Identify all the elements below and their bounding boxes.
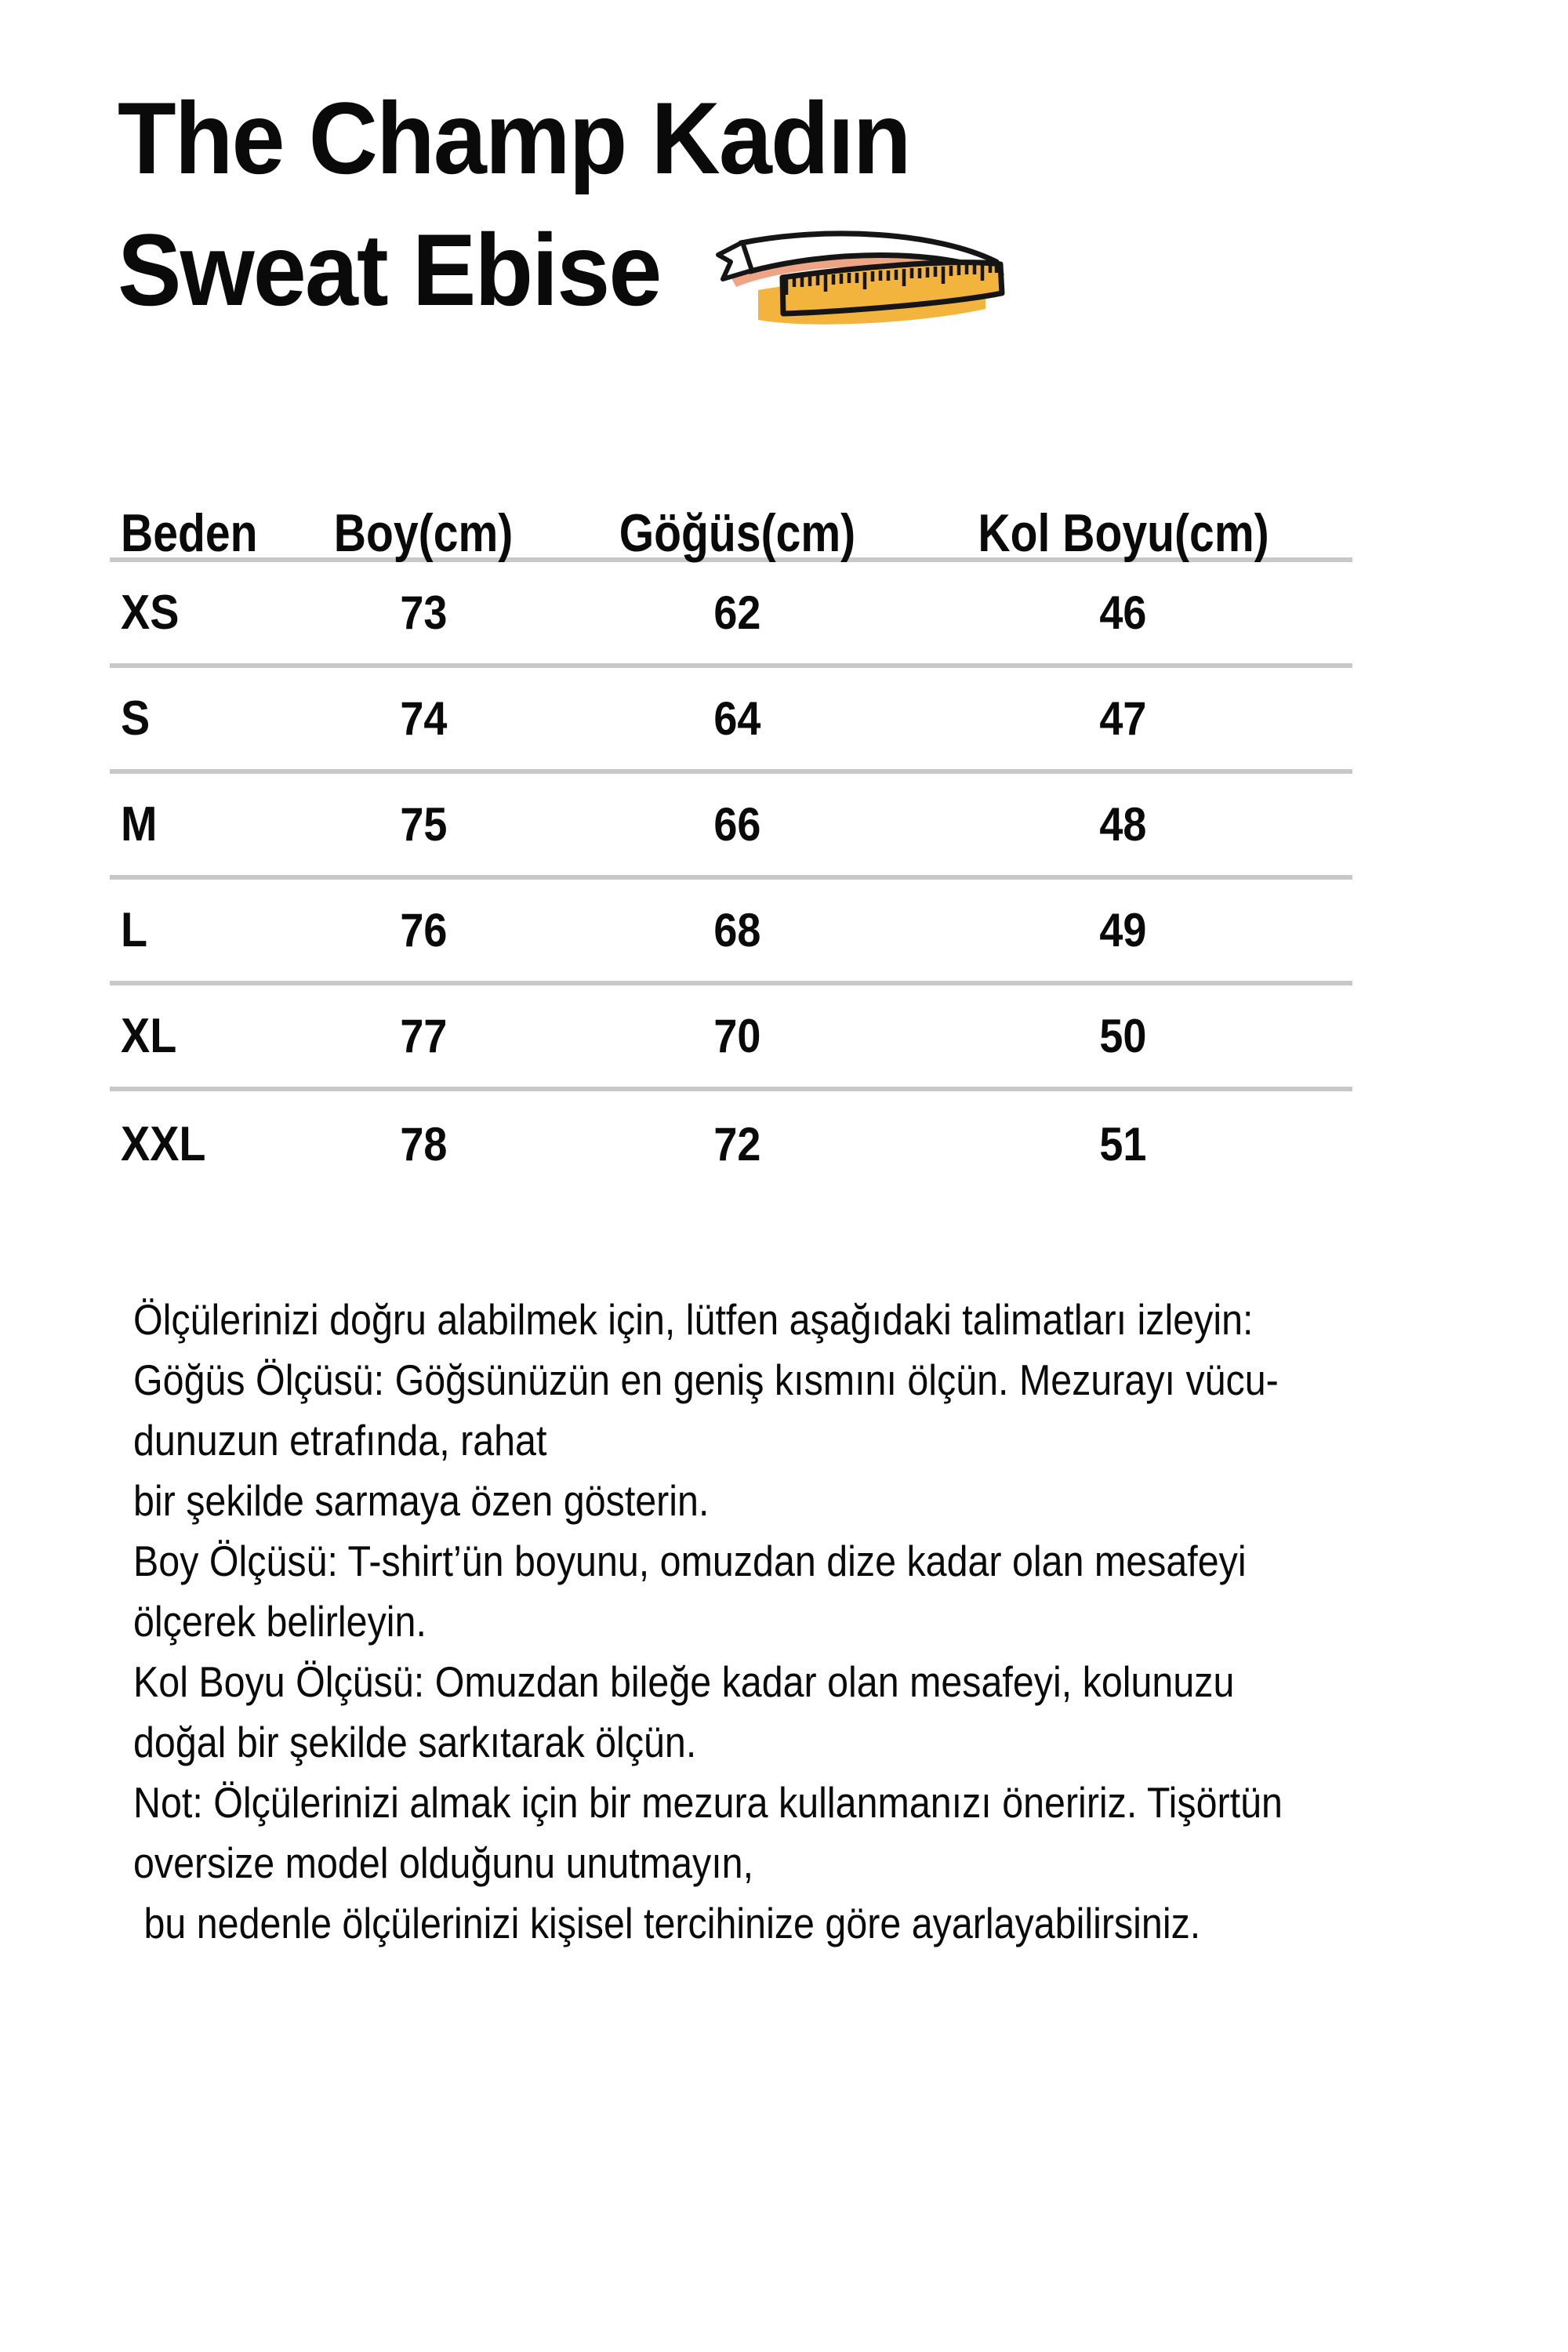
gogus-value xyxy=(580,1117,894,1171)
table-row-s xyxy=(110,668,1352,774)
instruction-line xyxy=(133,1592,1537,1652)
gogus-value-text: 72 xyxy=(713,1118,761,1171)
gogus-value-text: 64 xyxy=(713,692,761,745)
column-header-gogus-text: Göğüs(cm) xyxy=(619,503,855,563)
kol-value-text: 46 xyxy=(1099,586,1147,639)
instruction-line xyxy=(133,1410,1537,1471)
boy-value xyxy=(267,586,580,640)
gogus-value xyxy=(580,586,894,640)
gogus-value-text: 70 xyxy=(713,1010,761,1062)
table-row-l xyxy=(110,880,1352,985)
instruction-line xyxy=(133,1350,1537,1410)
instruction-line xyxy=(133,1290,1537,1350)
size-label-text: XL xyxy=(121,1009,177,1063)
size-label-text: XXL xyxy=(121,1117,206,1171)
kol-value xyxy=(894,797,1352,851)
kol-value xyxy=(894,586,1352,640)
table-row-xxl xyxy=(110,1091,1352,1197)
table-row-m xyxy=(110,774,1352,880)
size-label xyxy=(110,691,267,746)
gogus-value-text: 68 xyxy=(713,904,761,956)
title-line-1-text: The Champ Kadın xyxy=(118,81,910,195)
column-header-boy xyxy=(267,503,580,564)
boy-value xyxy=(267,903,580,957)
size-label xyxy=(110,585,267,641)
column-header-boy-text: Boy(cm) xyxy=(333,503,514,563)
table-row-xs xyxy=(110,562,1352,668)
instruction-line xyxy=(133,1531,1537,1592)
instruction-line-text: Not: Ölçülerinizi almak için bir mezura kullanmanızı öneririz. Tişörtün xyxy=(133,1778,1283,1827)
instruction-line-text: bu nedenle ölçülerinizi kişisel tercihinize göre ayarlayabilirsiniz. xyxy=(133,1899,1201,1947)
size-table-header-row xyxy=(110,503,1352,563)
kol-value xyxy=(894,1117,1352,1171)
size-table xyxy=(110,503,1352,1197)
gogus-value xyxy=(580,903,894,957)
table-row-xl xyxy=(110,985,1352,1091)
column-header-gogus xyxy=(580,503,894,564)
column-header-beden-text: Beden xyxy=(121,503,258,563)
title-line-2-text: Sweat Ebise xyxy=(118,212,661,327)
instruction-line xyxy=(133,1652,1537,1712)
kol-value-text: 50 xyxy=(1099,1010,1147,1062)
instruction-line-text: bir şekilde sarmaya özen gösterin. xyxy=(133,1476,710,1525)
instruction-line xyxy=(133,1471,1537,1531)
size-label xyxy=(110,902,267,958)
instruction-line xyxy=(133,1712,1537,1773)
instruction-line xyxy=(133,1773,1537,1833)
instruction-line xyxy=(133,1833,1537,1893)
boy-value-text: 74 xyxy=(399,692,448,745)
boy-value xyxy=(267,691,580,746)
instruction-line xyxy=(133,1893,1537,1954)
instruction-line-text: Ölçülerinizi doğru alabilmek için, lütfen aşağıdaki talimatları izleyin: xyxy=(133,1295,1254,1344)
instruction-line-text: doğal bir şekilde sarkıtarak ölçün. xyxy=(133,1718,697,1766)
instruction-line-text: Göğüs Ölçüsü: Göğsünüzün en geniş kısmını ölçün. Mezurayı vücu- xyxy=(133,1356,1279,1404)
column-header-kol-boyu xyxy=(894,503,1352,564)
size-label-text: S xyxy=(121,691,151,746)
gogus-value xyxy=(580,797,894,851)
kol-value xyxy=(894,691,1352,746)
instruction-line-text: ölçerek belirleyin. xyxy=(133,1597,426,1646)
measuring-tape-icon xyxy=(710,226,1015,332)
instruction-line-text: Boy Ölçüsü: T-shirt’ün boyunu, omuzdan dize kadar olan mesafeyi xyxy=(133,1537,1247,1585)
gogus-value-text: 62 xyxy=(713,586,761,639)
boy-value xyxy=(267,1117,580,1171)
boy-value-text: 78 xyxy=(399,1118,448,1171)
size-label xyxy=(110,1008,267,1064)
gogus-value xyxy=(580,1009,894,1063)
size-label-text: XS xyxy=(121,586,180,640)
size-label xyxy=(110,797,267,852)
boy-value-text: 76 xyxy=(399,904,448,956)
boy-value-text: 73 xyxy=(399,586,448,639)
gogus-value xyxy=(580,691,894,746)
kol-value xyxy=(894,1009,1352,1063)
size-label-text: M xyxy=(121,797,158,851)
boy-value xyxy=(267,797,580,851)
kol-value-text: 48 xyxy=(1099,798,1147,851)
kol-value-text: 49 xyxy=(1099,904,1147,956)
size-label xyxy=(110,1116,267,1172)
title-line-1 xyxy=(118,72,960,204)
boy-value-text: 75 xyxy=(399,798,448,851)
boy-value xyxy=(267,1009,580,1063)
instruction-line-text: oversize model olduğunu unutmayın, xyxy=(133,1838,754,1887)
instruction-line-text: Kol Boyu Ölçüsü: Omuzdan bileğe kadar olan mesafeyi, kolunuzu xyxy=(133,1657,1235,1706)
column-header-kol-boyu-text: Kol Boyu(cm) xyxy=(977,503,1269,563)
measurement-instructions xyxy=(133,1290,1537,1954)
kol-value-text: 47 xyxy=(1099,692,1147,745)
gogus-value-text: 66 xyxy=(713,798,761,851)
kol-value-text: 51 xyxy=(1099,1118,1147,1171)
instruction-line-text: dunuzun etrafında, rahat xyxy=(133,1416,547,1465)
column-header-beden xyxy=(110,503,267,564)
kol-value xyxy=(894,903,1352,957)
boy-value-text: 77 xyxy=(399,1010,448,1062)
size-label-text: L xyxy=(121,903,148,957)
